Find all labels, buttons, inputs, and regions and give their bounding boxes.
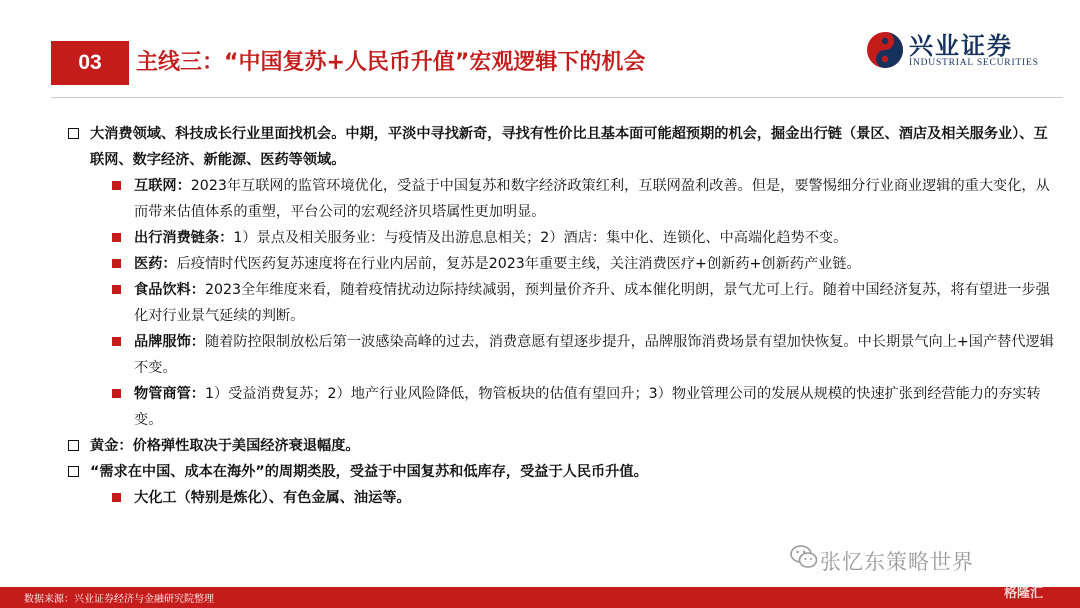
filled-square-bullet-icon	[112, 285, 121, 294]
sub-bullet-body: 2023年互联网的监管环境优化，受益于中国复苏和数字经济政策红利，互联网盈利改善。但是，要警惕细分行业商业逻辑的重大变化，从而带来估值体系的重塑，平台公司的宏观经济贝塔属性更加明显。	[134, 178, 1050, 220]
filled-square-bullet-icon	[112, 389, 121, 398]
sub-bullet-head: 医药：	[134, 256, 177, 272]
page-title: 主线三：“中国复苏+人民币升值”宏观逻辑下的机会	[136, 50, 646, 75]
hollow-square-bullet-icon	[68, 466, 79, 477]
header-divider	[51, 97, 1063, 98]
watermark-text: 张忆东策略世界	[820, 550, 974, 574]
sub-bullet-body: 1）景点及相关服务业：与疫情及出游息息相关；2）酒店：集中化、连锁化、中高端化趋势不变。	[233, 230, 848, 246]
bullet-text: “需求在中国、成本在海外”的周期类股，受益于中国复苏和低库存，受益于人民币升值。	[90, 464, 648, 480]
sub-bullet-travel	[66, 225, 1056, 251]
sub-bullet-food-beverage	[66, 277, 1056, 329]
data-source-note: 数据来源：兴业证券经济与金融研究院整理	[24, 594, 214, 605]
hollow-square-bullet-icon	[68, 128, 79, 139]
sub-bullet-body: 1）受益消费复苏；2）地产行业风险降低，物管板块的估值有望回升；3）物业管理公司的发展从规模的快速扩张到经营能力的夯实转变。	[134, 386, 1041, 428]
corner-watermark: 格隆汇	[1004, 586, 1044, 601]
sub-bullet-head: 品牌服饰：	[134, 334, 205, 350]
sub-bullet-head: 食品饮料：	[134, 282, 205, 298]
sub-bullet-body: 2023全年维度来看，随着疫情扰动边际持续减弱，预判量价齐升、成本催化明朗，景气尤可上行。随着中国经济复苏，将有望进一步强化对行业景气延续的判断。	[134, 282, 1050, 324]
filled-square-bullet-icon	[112, 337, 121, 346]
wechat-icon	[790, 544, 818, 570]
sub-bullet-body: 后疫情时代医药复苏速度将在行业内居前，复苏是2023年重要主线，关注消费医疗+创新药+创新药产业链。	[176, 256, 861, 272]
bullet-gold	[66, 433, 1056, 459]
bullet-text: 大消费领域、科技成长行业里面找机会。中期，平淡中寻找新奇，寻找有性价比且基本面可能超预期的机会，掘金出行链（景区、酒店及相关服务业）、互联网、数字经济、新能源、医药等领域。	[90, 126, 1048, 168]
sub-bullet-head: 物管商管：	[134, 386, 205, 402]
logo-emblem-icon	[865, 30, 905, 70]
sub-bullet-pharma	[66, 251, 1056, 277]
section-number-badge	[51, 41, 129, 85]
section-number: 03	[78, 51, 102, 74]
filled-square-bullet-icon	[112, 233, 121, 242]
sub-bullet-head: 互联网：	[134, 178, 191, 194]
bullet-text: 黄金：价格弹性取决于美国经济衰退幅度。	[90, 438, 360, 454]
sub-bullet-head: 出行消费链条：	[134, 230, 234, 246]
filled-square-bullet-icon	[112, 181, 121, 190]
hollow-square-bullet-icon	[68, 440, 79, 451]
filled-square-bullet-icon	[112, 493, 121, 502]
sub-bullet-internet	[66, 173, 1056, 225]
sub-bullet-chemicals	[66, 485, 1056, 511]
sub-bullet-apparel	[66, 329, 1056, 381]
bullet-consumption	[66, 121, 1056, 173]
logo-chinese-name: 兴业证券	[909, 31, 1013, 60]
main-content	[66, 121, 1056, 511]
filled-square-bullet-icon	[112, 259, 121, 268]
logo-english-name: INDUSTRIAL SECURITIES	[909, 58, 1039, 68]
sub-bullet-body: 大化工（特别是炼化）、有色金属、油运等。	[134, 490, 411, 506]
company-logo	[865, 26, 1065, 74]
bullet-cyclical	[66, 459, 1056, 485]
sub-bullet-property-mgmt	[66, 381, 1056, 433]
sub-bullet-body: 随着防控限制放松后第一波感染高峰的过去，消费意愿有望逐步提升，品牌服饰消费场景有望加快恢复。中长期景气向上+国产替代逻辑不变。	[134, 334, 1054, 376]
